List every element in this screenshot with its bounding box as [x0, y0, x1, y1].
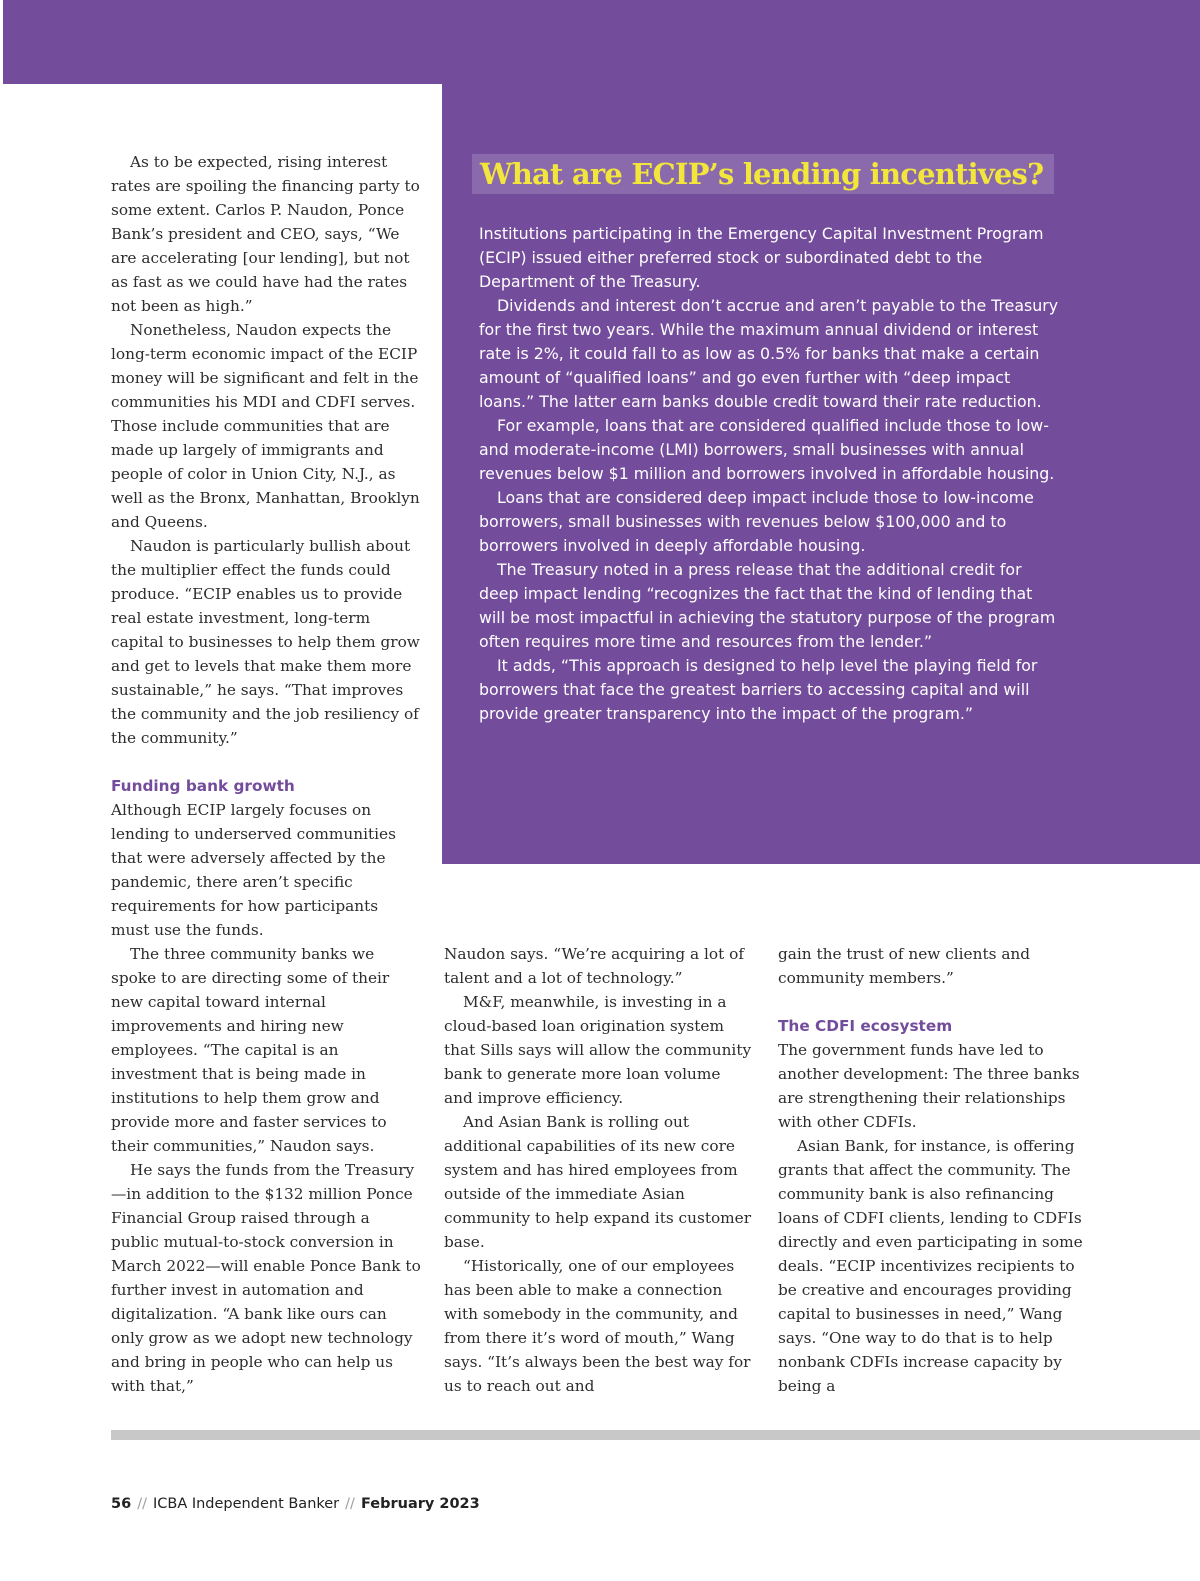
page-number: 56	[111, 1496, 132, 1512]
subhead-funding-bank-growth: Funding bank growth	[111, 777, 295, 795]
body-paragraph: M&F, meanwhile, is investing in a cloud-based loan origination system that Sills says will allow the community bank to generate more loan volume and improve efficiency.	[444, 993, 752, 1107]
sidebar-paragraph: Dividends and interest don’t accrue and aren’t payable to the Treasury for the first two years. While the maximum annual dividend or interest rate is 2%, it could fall to as low as 0.5% for banks that make a certain amount of “qualified loans” and go even further with “deep impact loans.” The latter earn banks double credit toward their rate reduction.	[479, 296, 1059, 411]
footer-separator: //	[345, 1496, 355, 1512]
body-paragraph: “Historically, one of our employees has been able to make a connection with somebody in the community, and from there it’s word of mouth,” Wang says. “It’s always been the best way for us to reach out and	[444, 1257, 751, 1395]
ecip-sidebar-box	[442, 84, 1200, 864]
top-purple-band	[3, 0, 1200, 84]
sidebar-title: What are ECIP’s lending incentives?	[480, 157, 1044, 191]
body-paragraph: The three community banks we spoke to are directing some of their new capital toward internal improvements and hiring new employees. “The capital is an investment that is being made in institutions to help them grow and provide more and faster services to their communities,” Naudon says.	[111, 945, 390, 1155]
body-paragraph: Although ECIP largely focuses on lending to underserved communities that were adversely affected by the pandemic, there aren’t specific requirements for how participants must use the funds.	[111, 801, 396, 939]
issue-date: February 2023	[360, 1496, 480, 1512]
body-paragraph: He says the funds from the Treasury—in addition to the $132 million Ponce Financial Group raised through a public mutual-to-stock conversion in March 2022—will enable Ponce Bank to further invest in automation and digitalization. “A bank like ours can only grow as we adopt new technology and bring in people who can help us with that,”	[111, 1161, 421, 1395]
sidebar-body	[479, 222, 1059, 726]
article-column-1	[111, 150, 421, 1398]
body-paragraph: Nonetheless, Naudon expects the long-term economic impact of the ECIP money will be significant and felt in the communities his MDI and CDFI serves. Those include communities that are made up largely of immigrants and people of color in Union City, N.J., as well as the Bronx, Manhattan, Brooklyn and Queens.	[111, 321, 420, 531]
publication-name: ICBA Independent Banker	[152, 1496, 340, 1512]
article-column-2	[444, 942, 754, 1398]
sidebar-paragraph: It adds, “This approach is designed to help level the playing field for borrowers that face the greatest barriers to accessing capital and will provide greater transparency into the impact of the program.”	[479, 656, 1038, 723]
sidebar-paragraph: For example, loans that are considered qualified include those to low- and moderate-income (LMI) borrowers, small businesses with annual revenues below $1 million and borrowers involved in affordable housing.	[479, 416, 1055, 483]
page-footer	[111, 1494, 480, 1514]
sidebar-paragraph: Institutions participating in the Emergency Capital Investment Program (ECIP) issued either preferred stock or subordinated debt to the Department of the Treasury.	[479, 224, 1044, 291]
subhead-cdfi-ecosystem: The CDFI ecosystem	[778, 1017, 953, 1035]
paragraph-gap	[111, 750, 421, 774]
body-paragraph: As to be expected, rising interest rates are spoiling the financing party to some extent. Carlos P. Naudon, Ponce Bank’s president and CEO, says, “We are accelerating [our lending], but not as fast as we could have had the rates not been as high.”	[111, 153, 420, 315]
body-paragraph: Asian Bank, for instance, is offering grants that affect the community. The community bank is also refinancing loans of CDFI clients, lending to CDFIs directly and even participating in some deals. “ECIP incentivizes recipients to be creative and encourages providing capital to businesses in need,” Wang says. “One way to do that is to help nonbank CDFIs increase capacity by being a	[778, 1137, 1083, 1395]
footer-rule	[111, 1430, 1200, 1440]
footer-separator: //	[137, 1496, 147, 1512]
body-paragraph: gain the trust of new clients and community members.”	[778, 945, 1031, 987]
body-paragraph: Naudon says. “We’re acquiring a lot of talent and a lot of technology.”	[444, 945, 745, 987]
body-paragraph: And Asian Bank is rolling out additional capabilities of its new core system and has hired employees from outside of the immediate Asian community to help expand its customer base.	[444, 1113, 752, 1251]
body-paragraph: The government funds have led to another development: The three banks are strengthening their relationships with other CDFIs.	[778, 1041, 1080, 1131]
body-paragraph: Naudon is particularly bullish about the multiplier effect the funds could produce. “ECIP enables us to provide real estate investment, long-term capital to businesses to help them grow and get to levels that make them more sustainable,” he says. “That improves the community and the job resiliency of the community.”	[111, 537, 420, 747]
article-column-3	[778, 942, 1090, 1398]
sidebar-paragraph: The Treasury noted in a press release that the additional credit for deep impact lending “recognizes the fact that the kind of lending that will be most impactful in achieving the statutory purpose of the program often requires more time and resources from the lender.”	[479, 560, 1056, 651]
sidebar-paragraph: Loans that are considered deep impact include those to low-income borrowers, small businesses with revenues below $100,000 and to borrowers involved in deeply affordable housing.	[479, 488, 1034, 555]
paragraph-gap	[778, 990, 1090, 1014]
